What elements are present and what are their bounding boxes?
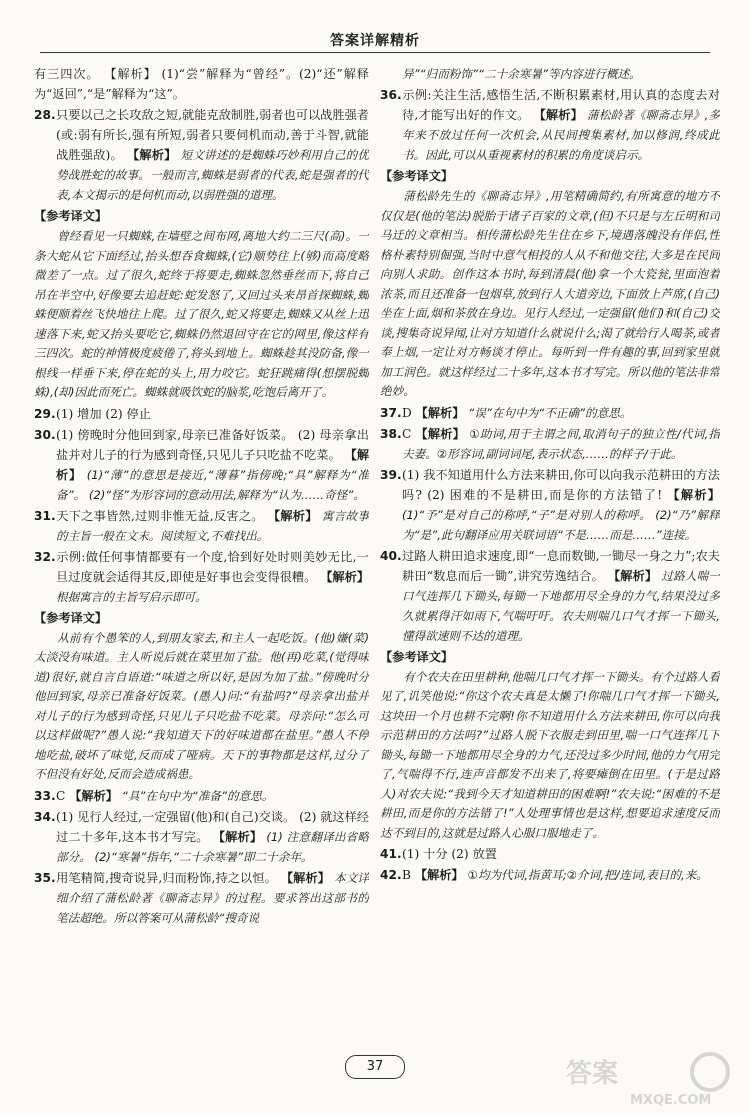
q35-number: 35. <box>34 870 56 885</box>
q42-analysis-tag: 【解析】 <box>414 868 464 882</box>
question-42 <box>380 865 720 885</box>
q35-analysis-tag: 【解析】 <box>280 870 331 885</box>
question-33 <box>34 786 369 806</box>
q41-answer: (1) 十分 (2) 放置 <box>402 847 497 861</box>
watermark-circle <box>692 1054 728 1090</box>
question-29 <box>34 404 369 424</box>
q33-analysis: “具”在句中为“准备”的意思。 <box>121 788 274 803</box>
q31-analysis: 寓言故事的主旨一般在文末。阅读短文,不难找出。 <box>56 508 369 543</box>
q34-analysis: (1) 注意翻译出省略部分。 (2)“寒暑”指年,“二十余寒暑”即二十余年。 <box>56 829 369 864</box>
header-title: 答案详解精析 <box>330 33 420 49</box>
question-38 <box>380 424 720 464</box>
page-header <box>0 0 750 58</box>
q33-number: 33. <box>34 788 56 803</box>
reference-translation-label-3: 【参考译文】 <box>380 169 454 183</box>
question-40 <box>380 546 720 646</box>
q40-analysis-tag: 【解析】 <box>607 568 658 583</box>
q35-analysis: 本文详细介绍了蒲松龄著《聊斋志异》的过程。要求答出这部书的笔法超绝。所以答案可从蒲松龄“搜奇说 <box>56 870 369 925</box>
q31-number: 31. <box>34 508 56 523</box>
q37-analysis: “误”在句中为“不正确”的意思。 <box>468 405 632 420</box>
question-41 <box>380 844 720 864</box>
q32-analysis-tag: 【解析】 <box>320 569 369 584</box>
q30-number: 30. <box>34 427 56 442</box>
q38-number: 38. <box>380 426 402 441</box>
question-35 <box>34 868 369 928</box>
reference-translation-label-4: 【参考译文】 <box>380 649 454 664</box>
q37-analysis-tag: 【解析】 <box>415 405 465 420</box>
q32-number: 32. <box>34 549 56 564</box>
question-39 <box>380 465 720 545</box>
q31-answer: 天下之事皆然,过则非惟无益,反害之。 <box>56 508 264 523</box>
q38-analysis-tag: 【解析】 <box>415 426 466 441</box>
reference-translation-label-1: 【参考译文】 <box>34 209 108 223</box>
question-36 <box>380 85 720 165</box>
q32-analysis: 根据寓言的主旨写启示即可。 <box>56 589 207 604</box>
q36-analysis: 蒲松龄著《聊斋志异》,多年来不放过任何一次机会,从民间搜集素材,加以修润,终成此书。因此,可以从重视素材的积累的角度谈启示。 <box>402 108 720 162</box>
q41-number: 41. <box>380 847 402 861</box>
q37-answer: D <box>402 405 412 420</box>
question-30 <box>34 425 369 505</box>
q34-answer: (1) 见行人经过,一定强留(他)和(自己)交谈。 (2) 就这样经过二十多年,这本书才写完。 <box>56 809 369 844</box>
q39-number: 39. <box>380 467 402 482</box>
q28-analysis-tag: 【解析】 <box>126 148 177 162</box>
q33-answer: C <box>56 788 66 803</box>
q27-tail: 有三四次。 【解析】 (1)“尝”解释为“曾经”。(2)“还”解释为“返回”,“是”解释为“这”。 <box>34 67 369 101</box>
q40-analysis: 过路人喘一口气连挥几下锄头,每锄一下地都用尽全身的力气,结果没过多久就累得汗如雨下,气喘吁吁。农夫则喘几口气才挥一下锄头,懂得欲速则不达的道理。 <box>402 568 720 643</box>
q38-answer: C <box>402 426 412 441</box>
translation-40: 有个农夫在田里耕种,他喘几口气才挥一下锄头。有个过路人看见了,讥笑他说:“你这个农夫真是太懒了!你喘几口气才挥一下锄头,这块田一个月也耕不完啊!你不知道用什么方法来耕田,你可以向我示范耕田的方法吗?”过路人脱下衣服走到田里,喘一口气连挥几下锄头,每锄一下地都用尽全身的力气,还没过多少时间,他的力气用完了,气喘得不行,连声音都发不出来了,将要瘫倒在田里。(于是过路人)对农夫说:“我到今天才知道耕田的困难啊!”农夫说:“困难的不是耕田,而是你的方法错了!”人处理事情也是这样,想要追求速度反而达不到目的,这就是过路人心服口服地走了。 <box>380 669 720 840</box>
q30-analysis: (1)“薄”的意思是接近,“薄暮”指傍晚;“具”解释为“准备”。 (2)“怪”为形容词的意动用法,解释为“认为……奇怪”。 <box>56 467 369 502</box>
watermark-url: MXQE.COM <box>630 1093 712 1108</box>
question-34 <box>34 807 369 867</box>
header-rule <box>40 52 710 53</box>
watermark-logo <box>560 1048 740 1108</box>
q28-analysis: 短文讲述的是蜘蛛巧妙利用自己的优势战胜蛇的故事。一般而言,蜘蛛是弱者的代表,蛇是强者的代表,本文揭示的是伺机而动,以弱胜强的道理。 <box>56 148 369 202</box>
q37-number: 37. <box>380 405 402 420</box>
question-37 <box>380 403 720 423</box>
translation-32: 从前有个愚笨的人,到朋友家去,和主人一起吃饭。(他)嫌(菜)太淡没有味道。主人听说后就在菜里加了盐。他(再)吃菜,(觉得味道)很好,就自言自语道:“味道之所以好,是因为加了盐。”傍晚时分他回到家,母亲已准备好饭菜。(愚人)问:“有盐吗?”母亲拿出盐并对儿子的行为感到奇怪,只见儿子只吃盐不吃菜。母亲问:“怎么可以这样做呢?”愚人说:“我知道天下的好味道都在盐里。”愚人不停地吃盐,破坏了味觉,反而成了哑病。天下的事物都是这样,过分了不但没有好处,反而会造成祸患。 <box>34 630 369 781</box>
q36-analysis-tag: 【解析】 <box>533 108 583 122</box>
question-28 <box>34 105 369 205</box>
q32-answer: 示例:做任何事情都要有一个度,恰到好处时则美妙无比,一旦过度就会适得其反,即使是好事也会变得很糟。 <box>56 549 369 584</box>
translation-36: 蒲松龄先生的《聊斋志异》,用笔精确简约,有所寓意的地方不仅仅是(他的笔法)脱胎于诸子百家的文章,(但)不只是与左丘明和司马迁的文章相当。相传蒲松龄先生住在乡下,境遇落魄没有伴侣,性格朴素特别倔强,当时中意气相投的人从不和他交往,大多是在民间向别人求助。创作这本书时,每到清晨(他)拿一个大瓷瓮,里面泡着浓茶,而且还准备一包烟草,放到行人大道旁边,下面放上芦席,(自己)坐在上面,烟和茶放在身边。见行人经过,一定强留(他们)和(自己)交谈,搜集奇说异闻,让对方知道什么就说什么;渴了就给行人喝茶,或者奉上烟,一定让对方畅谈才停止。每听到一件有趣的事,回到家里就加工润色。就这样经过二十多年,这本书才写完。所以他的笔法非常绝妙。 <box>380 189 720 398</box>
q31-analysis-tag: 【解析】 <box>267 508 318 523</box>
q36-answer: 示例:关注生活,感悟生活,不断积累素材,用认真的态度去对待,才能写出好的作文。 <box>402 88 720 122</box>
q29-answer: (1) 增加 (2) 停止 <box>56 406 151 421</box>
q30-answer: (1) 傍晚时分他回到家,母亲已准备好饭菜。 (2) 母亲拿出盐并对儿子的行为感到奇怪,只见儿子只吃盐不吃菜。 <box>56 427 369 462</box>
q35-answer: 用笔精简,搜奇说异,归而粉饰,持之以恒。 <box>56 870 277 885</box>
q38-analysis: ①助词,用于主谓之间,取消句子的独立性/代词,指夫妻。②形容词,副词词尾,表示状态,……的样子/于此。 <box>402 426 720 461</box>
translation-28: 曾经看见一只蜘蛛,在墙壁之间布网,离地大约二三尺(高)。一条大蛇从它下面经过,抬头想吞食蜘蛛,(它)顺势往上(够)而高度略微差了一点。过了很久,蛇终于将要走,蜘蛛忽然垂丝而下,将自己吊在半空中,好像要去追赶蛇:蛇发怒了,又回过头来昂首探蜘蛛,蜘蛛便顺着丝飞快地往上爬。过了很久,蛇又将要走,蜘蛛又从丝上迅速落下来,蛇又抬头要吃它,蜘蛛仍然退回守在它的网里,像这样有三四次。蛇的神情极度疲倦了,将头到地上。蜘蛛趁其没防备,像一根线一样垂下来,停在蛇的头上,用力咬它。蛇狂跳痛得(想摆脱蜘蛛),(却)因此而死亡。蜘蛛就吸饮蛇的脑浆,吃饱后离开了。 <box>34 229 369 399</box>
q42-answer: B <box>402 868 411 882</box>
q28-answer: 只要以己之长攻敌之短,就能克敌制胜,弱者也可以战胜强者(或:弱有所长,强有所短,弱者只要伺机而动,善于斗智,就能战胜强敌)。 <box>56 108 369 162</box>
q29-number: 29. <box>34 406 56 421</box>
q34-analysis-tag: 【解析】 <box>212 829 263 844</box>
q39-analysis-tag: 【解析】 <box>667 487 720 502</box>
reference-translation-label-2: 【参考译文】 <box>34 610 108 625</box>
page-number: 37 <box>345 1055 405 1079</box>
watermark-text: 答案 <box>566 1059 619 1089</box>
q30-analysis-tag: 【解析】 <box>56 447 369 482</box>
q40-number: 40. <box>380 548 402 563</box>
left-column <box>34 64 369 1049</box>
q42-number: 42. <box>380 868 402 882</box>
question-31 <box>34 506 369 546</box>
q28-number: 28. <box>34 108 56 122</box>
q42-analysis: ①均为代词,指黄耳;②介词,把/连词,表目的,来。 <box>467 868 708 882</box>
q40-answer: 过路人耕田追求速度,即“一息而数锄,一锄尽一身之力”;农夫耕田“数息而后一锄”,讲究劳逸结合。 <box>402 548 720 583</box>
q39-analysis: (1)“予”是对自己的称呼,“子”是对别人的称呼。 (2)“乃”解释为“是”,此句翻译应用关联词语“不是……而是……”连接。 <box>402 507 720 542</box>
question-32 <box>34 547 369 607</box>
q36-number: 36. <box>380 88 402 102</box>
q33-analysis-tag: 【解析】 <box>69 788 118 803</box>
q39-answer: (1) 我不知道用什么方法来耕田,你可以向我示范耕田的方法吗? (2) 困难的不是耕田,而是你的方法错了! <box>402 467 720 502</box>
q35-analysis-continued: 异”“归而粉饰”“二十余寒暑”等内容进行概述。 <box>402 67 641 81</box>
q34-number: 34. <box>34 809 56 824</box>
right-column <box>380 64 720 1049</box>
